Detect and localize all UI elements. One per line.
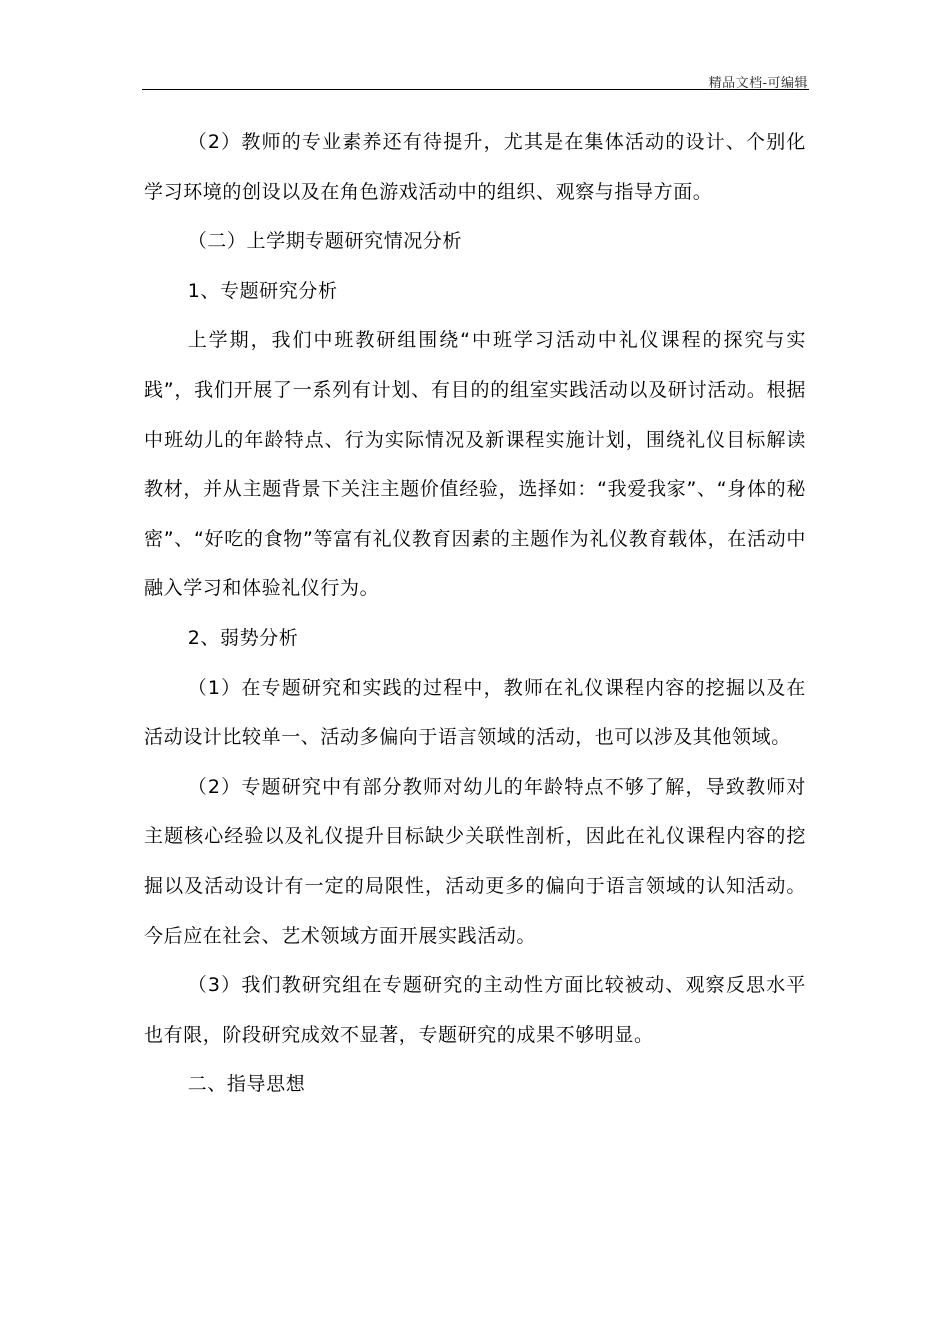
paragraph-teacher-quality: （2）教师的专业素养还有待提升，尤其是在集体活动的设计、个别化学习环境的创设以及在角色游戏活动中的组织、观察与指导方面。	[144, 131, 806, 203]
section-heading-last-semester: （二）上学期专题研究情况分析	[187, 230, 463, 253]
header-rule	[142, 89, 809, 90]
paragraph-weakness-2: （2）专题研究中有部分教师对幼儿的年龄特点不够了解，导致教师对主题核心经验以及礼仪提升目标缺少关联性剖析，因此在礼仪课程内容的挖掘以及活动设计有一定的局限性，活动更多的偏向于语言领域的认知活动。今后应在社会、艺术领域方面开展实践活动。	[144, 775, 806, 947]
subheading-weakness-analysis: 2、弱势分析	[187, 626, 299, 649]
paragraph-weakness-1: （1）在专题研究和实践的过程中，教师在礼仪课程内容的挖掘以及在活动设计比较单一、活动多偏向于语言领域的活动，也可以涉及其他领域。	[144, 676, 806, 749]
paragraph-research-summary: 上学期，我们中班教研组围绕“中班学习活动中礼仪课程的探究与实践”，我们开展了一系列有计划、有目的的组室实践活动以及研讨活动。根据中班幼儿的年龄特点、行为实际情况及新课程实施计划，围绕礼仪目标解读教材，并从主题背景下关注主题价值经验，选择如：“我爱我家”、“身体的秘密”、“好吃的食物”等富有礼仪教育因素的主题作为礼仪教育载体，在活动中融入学习和体验礼仪行为。	[144, 329, 806, 600]
document-body	[144, 118, 806, 1110]
subheading-research-analysis: 1、专题研究分析	[187, 279, 338, 302]
page-header: 精品文档-可编辑	[708, 76, 808, 91]
section-heading-guiding-ideology: 二、指导思想	[187, 1073, 306, 1096]
paragraph-weakness-3: （3）我们教研究组在专题研究的主动性方面比较被动、观察反思水平也有限，阶段研究成效不显著，专题研究的成果不够明显。	[144, 974, 806, 1046]
